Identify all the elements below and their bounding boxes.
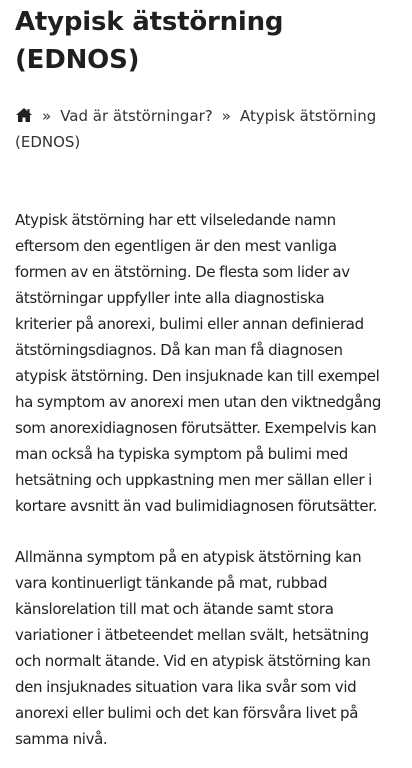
paragraph-line: formen av en ätstörning. De flesta som lider av [15,263,350,281]
breadcrumb-current: Atypisk ätstörning (EDNOS) [15,107,377,151]
breadcrumb-home-link[interactable] [15,107,33,125]
paragraph-line: ätstörningar uppfyller inte alla diagnostiska [15,289,325,307]
page-title-line-2: (EDNOS) [15,45,140,75]
paragraph-line: man också ha typiska symptom på bulimi med [15,445,348,463]
paragraph-line: kriterier på anorexi, bulimi eller annan definierad [15,315,364,333]
page-title [15,0,397,79]
paragraph-line: den insjuknades situation vara lika svår som vid [15,678,357,696]
paragraph-line: ätstörningsdiagnos. Då kan man få diagnosen [15,341,343,359]
breadcrumb-separator: » [42,107,52,125]
paragraph-line: eftersom den egentligen är den mest vanliga [15,237,337,255]
paragraph-line: som anorexidiagnosen förutsätter. Exempelvis kan [15,419,377,437]
paragraph-line: atypisk ätstörning. Den insjuknade kan till exempel [15,367,380,385]
article-paragraph [15,544,397,752]
paragraph-line: Atypisk ätstörning har ett vilseledande namn [15,211,336,229]
paragraph-line: känslorelation till mat och ätande samt stora [15,600,334,618]
paragraph-line: ha symptom av anorexi men utan den viktnedgång [15,393,382,411]
article-paragraph [15,207,397,519]
paragraph-line: kortare avsnitt än vad bulimidiagnosen förutsätter. [15,497,378,515]
paragraph-line: vara kontinuerligt tänkande på mat, rubbad [15,574,328,592]
paragraph-line: Allmänna symptom på en atypisk ätstörning kan [15,548,362,566]
breadcrumb [15,103,397,155]
paragraph-line: variationer i ätbeteendet mellan svält, hetsätning [15,626,369,644]
breadcrumb-item-vad-ar-atstorningar[interactable]: Vad är ätstörningar? [60,107,213,125]
paragraph-line: hetsätning och uppkastning men mer sällan eller i [15,471,372,489]
breadcrumb-separator: » [221,107,231,125]
paragraph-line: anorexi eller bulimi och det kan försvåra livet på [15,704,359,722]
home-icon [15,107,33,123]
page-title-line-1: Atypisk ätstörning [15,7,284,37]
paragraph-line: samma nivå. [15,730,108,748]
article-content [15,207,397,752]
paragraph-line: och normalt ätande. Vid en atypisk ätstörning kan [15,652,371,670]
